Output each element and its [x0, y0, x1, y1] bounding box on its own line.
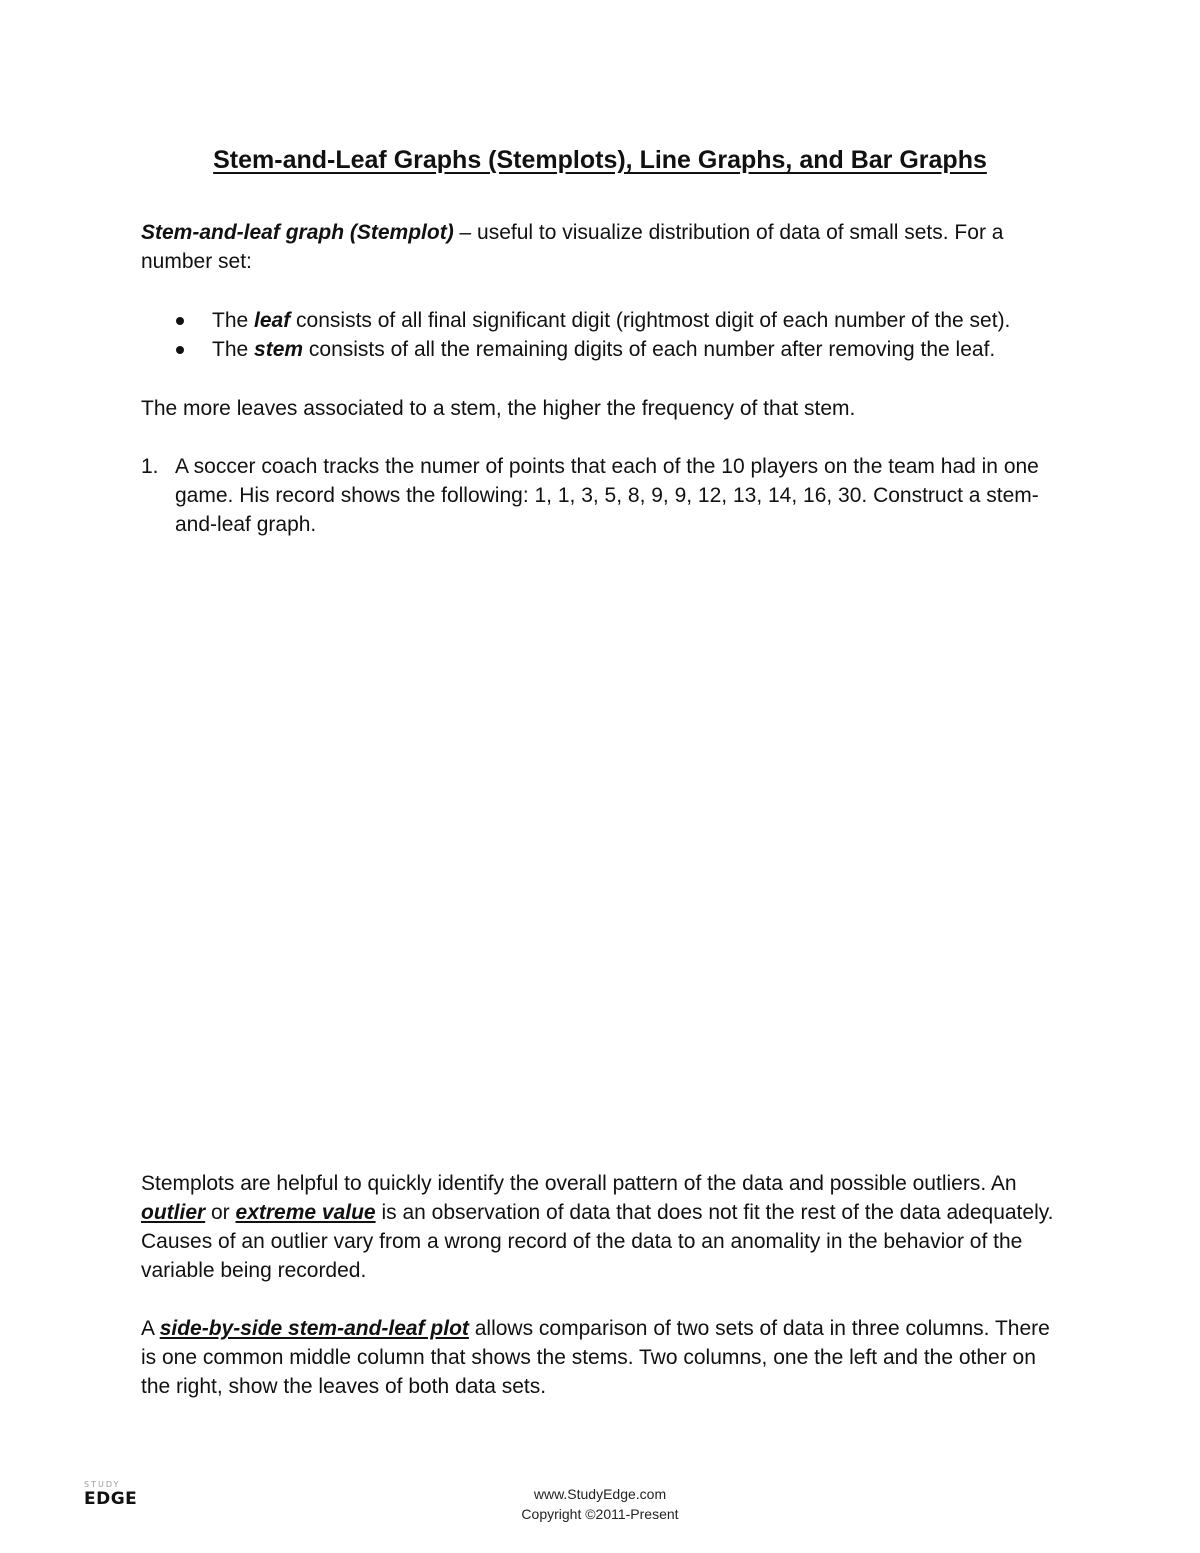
- list-item: The leaf consists of all final significant digit (rightmost digit of each number of the set).: [172, 306, 1052, 335]
- stem-term: stem: [254, 338, 304, 361]
- side-by-side-term: side-by-side stem-and-leaf plot: [159, 1317, 469, 1340]
- outlier-paragraph: Stemplots are helpful to quickly identify the overall pattern of the data and possible outliers. An outlier or extreme value is an observation of data that does not fit the rest of the data adequately. Causes of an outlier vary from a wrong record of the data to an anomality in the behavior of the variable being recorded.: [141, 1172, 1054, 1282]
- intro-paragraph: [141, 218, 1041, 276]
- page-title: Stem-and-Leaf Graphs (Stemplots), Line Graphs, and Bar Graphs: [213, 146, 987, 174]
- extreme-value-term: extreme value: [235, 1201, 376, 1224]
- list-item: The stem consists of all the remaining digits of each number after removing the leaf.: [172, 335, 1052, 364]
- intro-text: – useful to visualize distribution of data of small sets. For a number set:: [141, 221, 1004, 273]
- problem-number: 1.: [141, 455, 159, 478]
- problem-text: A soccer coach tracks the numer of points that each of the 10 players on the team had in one game. His record shows the following: 1, 1, 3, 5, 8, 9, 9, 12, 13, 14, 16, 30. Construct a stem-and-leaf graph.: [175, 455, 1039, 536]
- side-by-side-paragraph: A side-by-side stem-and-leaf plot allows comparison of two sets of data in three columns. There is one common middle column that shows the stems. Two columns, one the left and the other on the right, show the leaves of both data sets.: [141, 1317, 1050, 1398]
- intro-term: Stem-and-leaf graph (Stemplot): [141, 221, 454, 244]
- logo-top-text: STUDY: [84, 1480, 121, 1489]
- logo-main-text: EDGE: [84, 1489, 138, 1509]
- footer-copyright: Copyright ©2011-Present: [521, 1506, 679, 1522]
- footer-url: www.StudyEdge.com: [533, 1486, 667, 1502]
- page-footer: [0, 1484, 1200, 1524]
- problem-1: [141, 452, 1041, 539]
- outlier-term: outlier: [141, 1201, 206, 1224]
- leaf-term: leaf: [254, 309, 291, 332]
- definition-list: [172, 306, 1052, 364]
- frequency-note: The more leaves associated to a stem, the higher the frequency of that stem.: [141, 397, 856, 420]
